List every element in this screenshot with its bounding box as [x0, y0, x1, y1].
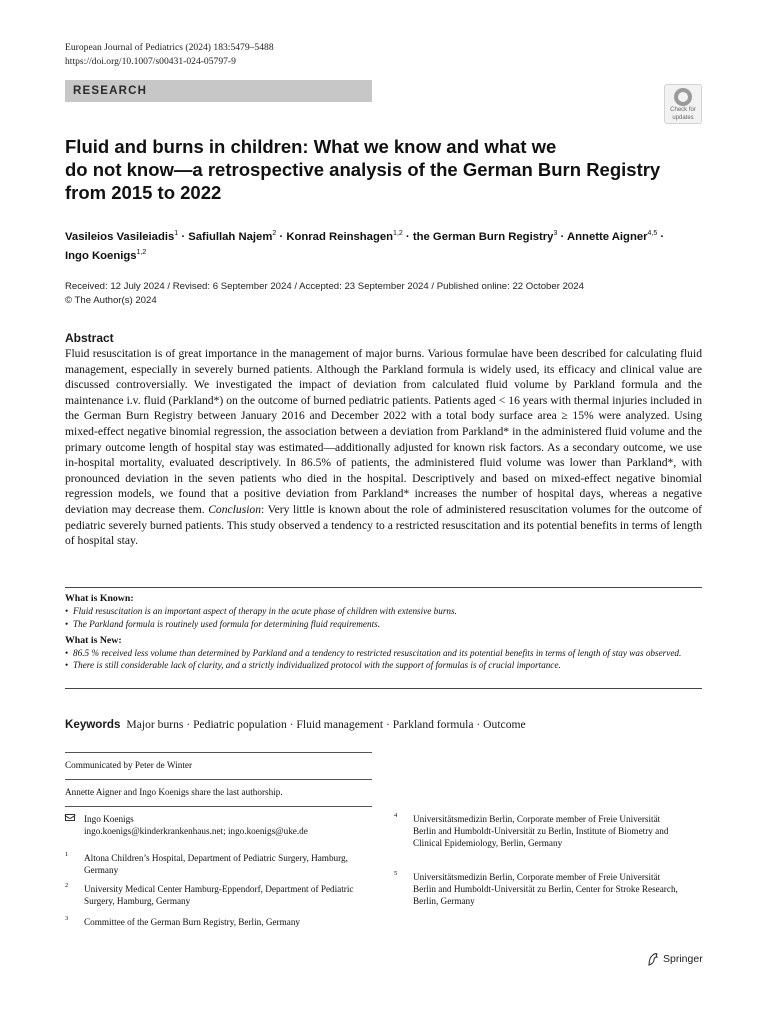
shared-authorship: Annette Aigner and Ingo Koenigs share the last authorship.	[65, 787, 283, 797]
footnote-rule	[65, 806, 372, 807]
copyright: © The Author(s) 2024	[65, 294, 157, 306]
new-heading: What is New:	[65, 634, 122, 646]
correspondence-emails[interactable]: ingo.koenigs@kinderkrankenhaus.net; ingo.koenigs@uke.de	[84, 826, 308, 837]
affiliation: 2 University Medical Center Hamburg-Eppendorf, Department of Pediatric Surgery, Hamburg, Germany	[65, 882, 354, 907]
author-list: Vasileios Vasileiadis$^1$ · Safiullah Najem$^2$ · Konrad Reinshagen$^{1,2}$ · the German Burn Registry$^3$ · Annette Aigner$^{4,5}$ · Ingo Koenigs$^{1,2}$	[65, 230, 665, 262]
new-item: • 86.5 % received less volume than determined by Parkland and a tendency to restricted resuscitation and its potential benefits in terms of length of stay was observed.	[65, 647, 682, 658]
conclusion-text: : Very little is known about the role of administered resuscitation volumes for the outcome of pediatric severely burned patients. This study observed a tendency to a restricted resuscitation and its potential benefits in terms of length of hospital stay.	[65, 502, 702, 548]
doi-link[interactable]: https://doi.org/10.1007/s00431-024-05797-9	[65, 56, 236, 67]
badge-line-2: updates	[672, 114, 694, 121]
affiliation: 5 Universitätsmedizin Berlin, Corporate member of Freie Universität Berlin and Humboldt-Universität zu Berlin, Center for Stroke Research, Berlin, Germany	[394, 870, 678, 907]
box-bottom-rule	[65, 688, 702, 689]
affiliation: 1 Altona Children’s Hospital, Department of Pediatric Surgery, Hamburg, Germany	[65, 851, 348, 876]
article-title	[65, 135, 665, 204]
author[interactable]: Ingo Koenigs$^{1,2}$	[65, 248, 147, 262]
publisher-logo	[647, 952, 703, 966]
abstract-heading: Abstract	[65, 331, 114, 345]
springer-horse-icon	[647, 952, 659, 966]
abstract-text: Fluid resuscitation is of great importance in the management of major burns. Various formulae have been described for calculating fluid management, especially in severely burned patients. Although the Parkland formula is widely used, its efficacy and clinical value are discussed controversially. We investigated the impact of deviation from calculated fluid volume by Parkland formula and the maintenance i.v. fluid (Parkland*) on the outcome of burned pediatric patients. Patients aged < 16 years with thermal injuries included in the German Burn Registry between January 2016 and December 2022 with a total body surface area ≥ 15% were analyzed. Using mixed-effect negative binomial regression, the association between a deviation from Parkland* in the administered fluid volume and the primary outcome length of hospital stay was estimated—additionally adjusted for known risk factors. As a secondary outcome, we use in-hospital mortality, evaluated descriptively. In 86.5% of patients, the administered fluid volume was lower than Parkland*, with pronounced deviation in the seven patients who died in the hospital. Descriptively and based on mixed-effect negative binomial regression models, we found that a positive deviation from Parkland* increases the number of hospital days, whereas a negative deviation may decrease them.	[65, 347, 702, 516]
keywords	[65, 717, 702, 733]
author[interactable]: Konrad Reinshagen$^{1,2}$	[286, 230, 403, 243]
title-line-3: from 2015 to 2022	[65, 182, 222, 203]
keywords-label: Keywords	[65, 718, 121, 731]
history-dates: Received: 12 July 2024 / Revised: 6 September 2024 / Accepted: 23 September 2024 / Published online: 22 October 2024	[65, 281, 584, 292]
abstract-body	[65, 346, 702, 549]
conclusion-label: Conclusion	[208, 502, 262, 516]
box-top-rule	[65, 587, 702, 588]
author[interactable]: Safiullah Najem$^2$	[188, 230, 277, 243]
new-item: • There is still considerable lack of clarity, and a strictly individualized protocol with the support of formulas is of crucial importance.	[65, 660, 561, 671]
known-item: • Fluid resuscitation is an important aspect of therapy in the acute phase of children with extensive burns.	[65, 606, 457, 616]
known-new-box	[65, 592, 702, 672]
footnote-rule	[65, 752, 372, 753]
known-heading: What is Known:	[65, 593, 134, 604]
keywords-text: Major burns · Pediatric population · Fluid management · Parkland formula · Outcome	[126, 718, 526, 731]
article-dates	[65, 280, 705, 307]
affiliation: 3 Committee of the German Burn Registry, Berlin, Germany	[65, 915, 301, 927]
check-for-updates-icon	[674, 88, 692, 106]
publisher-name: Springer	[663, 953, 703, 965]
section-label: RESEARCH	[65, 80, 372, 102]
correspondence-name: Ingo Koenigs	[84, 814, 134, 824]
correspondence	[65, 813, 355, 837]
badge-line-1: Check for	[670, 107, 696, 113]
author[interactable]: Annette Aigner$^{4,5}$	[566, 230, 658, 243]
affiliation: 4 Universitätsmedizin Berlin, Corporate member of Freie Universität Berlin and Humboldt-Universität zu Berlin, Institute of Biometry and Clinical Epidemiology, Berlin, Germany	[394, 812, 669, 849]
author[interactable]: Vasileios Vasileiadis$^1$	[65, 230, 179, 243]
envelope-icon	[65, 814, 75, 821]
author[interactable]: the German Burn Registry$^3$	[412, 230, 558, 243]
title-line-1: Fluid and burns in children: What we know and what we	[65, 136, 557, 157]
journal-citation: European Journal of Pediatrics (2024) 183:5479–5488	[65, 42, 274, 53]
known-item: • The Parkland formula is routinely used formula for determining fluid requirements.	[65, 618, 380, 629]
title-line-2: do not know—a retrospective analysis of the German Burn Registry	[65, 159, 661, 180]
communicated-by: Communicated by Peter de Winter	[65, 760, 193, 770]
footnote-rule	[65, 779, 372, 780]
check-for-updates-badge[interactable]	[664, 84, 702, 124]
